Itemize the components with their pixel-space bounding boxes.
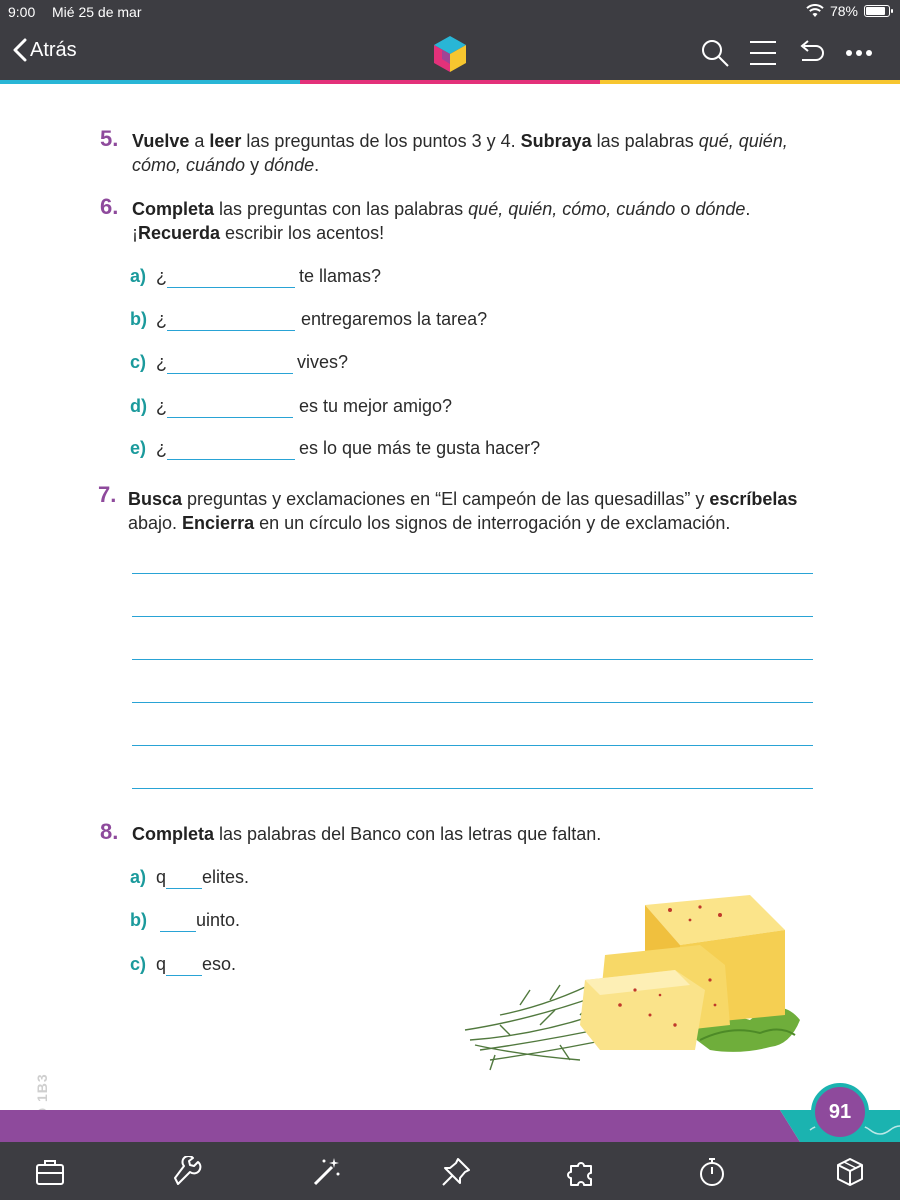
status-time: 9:00: [8, 4, 36, 20]
package-icon[interactable]: [834, 1156, 866, 1188]
more-icon[interactable]: [844, 38, 874, 73]
writing-line[interactable]: [132, 659, 813, 660]
exercise-8-item-a: a) q elites.: [130, 867, 250, 887]
status-right: [806, 3, 890, 19]
exercise-6-number: 6.: [100, 194, 119, 219]
status-date: Mié 25 de mar: [52, 4, 142, 20]
writing-line[interactable]: [132, 745, 813, 746]
writing-line[interactable]: [132, 788, 813, 789]
answer-blank[interactable]: [167, 357, 293, 374]
exercise-6-item-e: e) ¿ es lo que más te gusta hacer?: [130, 438, 541, 458]
exercise-6-item-a: a) ¿ te llamas?: [130, 266, 382, 286]
chevron-left-icon: [12, 38, 28, 62]
magic-wand-icon[interactable]: [310, 1156, 342, 1188]
status-bar: [0, 0, 900, 24]
stopwatch-icon[interactable]: [696, 1156, 728, 1188]
back-button[interactable]: [12, 38, 77, 62]
answer-blank[interactable]: [166, 959, 202, 976]
answer-blank[interactable]: [167, 443, 295, 460]
puzzle-icon[interactable]: [566, 1156, 598, 1188]
writing-line[interactable]: [132, 573, 813, 574]
nav-actions: [700, 38, 874, 73]
menu-icon[interactable]: [748, 38, 778, 73]
writing-line[interactable]: [132, 616, 813, 617]
battery-percent: 78%: [829, 3, 858, 19]
back-label: Atrás: [30, 38, 77, 61]
answer-blank[interactable]: [167, 314, 295, 331]
app-logo-icon: [430, 34, 470, 74]
answer-blank[interactable]: [166, 872, 202, 889]
footer-band: [0, 1110, 900, 1142]
exercise-6-instructions: Completa las preguntas con las palabras qué, quién, cómo, cuándo o dónde. ¡Recuerda escribir los acentos!: [132, 199, 751, 243]
exercise-7-instructions: Busca preguntas y exclamaciones en “El campeón de las quesadillas” y escríbelas abajo. Encierra en un círculo los signos de interrogación y de exclamación.: [128, 489, 798, 533]
page-number-badge: 91: [811, 1083, 869, 1141]
exercise-7-number: 7.: [98, 482, 117, 507]
undo-icon[interactable]: [796, 38, 826, 73]
battery-icon: [864, 5, 890, 17]
exercise-8-number: 8.: [100, 819, 119, 844]
exercise-6-item-b: b) ¿ entregaremos la tarea?: [130, 309, 488, 329]
answer-blank[interactable]: [167, 401, 293, 418]
wrench-icon[interactable]: [172, 1156, 204, 1188]
pin-icon[interactable]: [440, 1156, 472, 1188]
exercise-8-item-c: c) q eso.: [130, 954, 237, 974]
writing-line[interactable]: [132, 702, 813, 703]
answer-blank[interactable]: [160, 915, 196, 932]
exercise-8-instructions: Completa las palabras del Banco con las letras que faltan.: [132, 824, 602, 844]
cheese-illustration: [460, 885, 805, 1085]
exercise-8-item-b: b) uinto.: [130, 910, 241, 930]
bottom-toolbar: [0, 1142, 900, 1200]
exercise-5-instructions: Vuelve a leer las preguntas de los puntos 3 y 4. Subraya las palabras qué, quién, cómo, cuándo y dónde.: [132, 131, 788, 175]
briefcase-icon[interactable]: [34, 1156, 66, 1188]
wifi-icon: [806, 4, 824, 18]
search-icon[interactable]: [700, 38, 730, 73]
exercise-5-number: 5.: [100, 126, 119, 151]
answer-blank[interactable]: [167, 271, 295, 288]
top-nav-bar: [0, 24, 900, 80]
exercise-6-item-c: c) ¿ vives?: [130, 352, 349, 372]
exercise-6-item-d: d) ¿ es tu mejor amigo?: [130, 396, 453, 416]
